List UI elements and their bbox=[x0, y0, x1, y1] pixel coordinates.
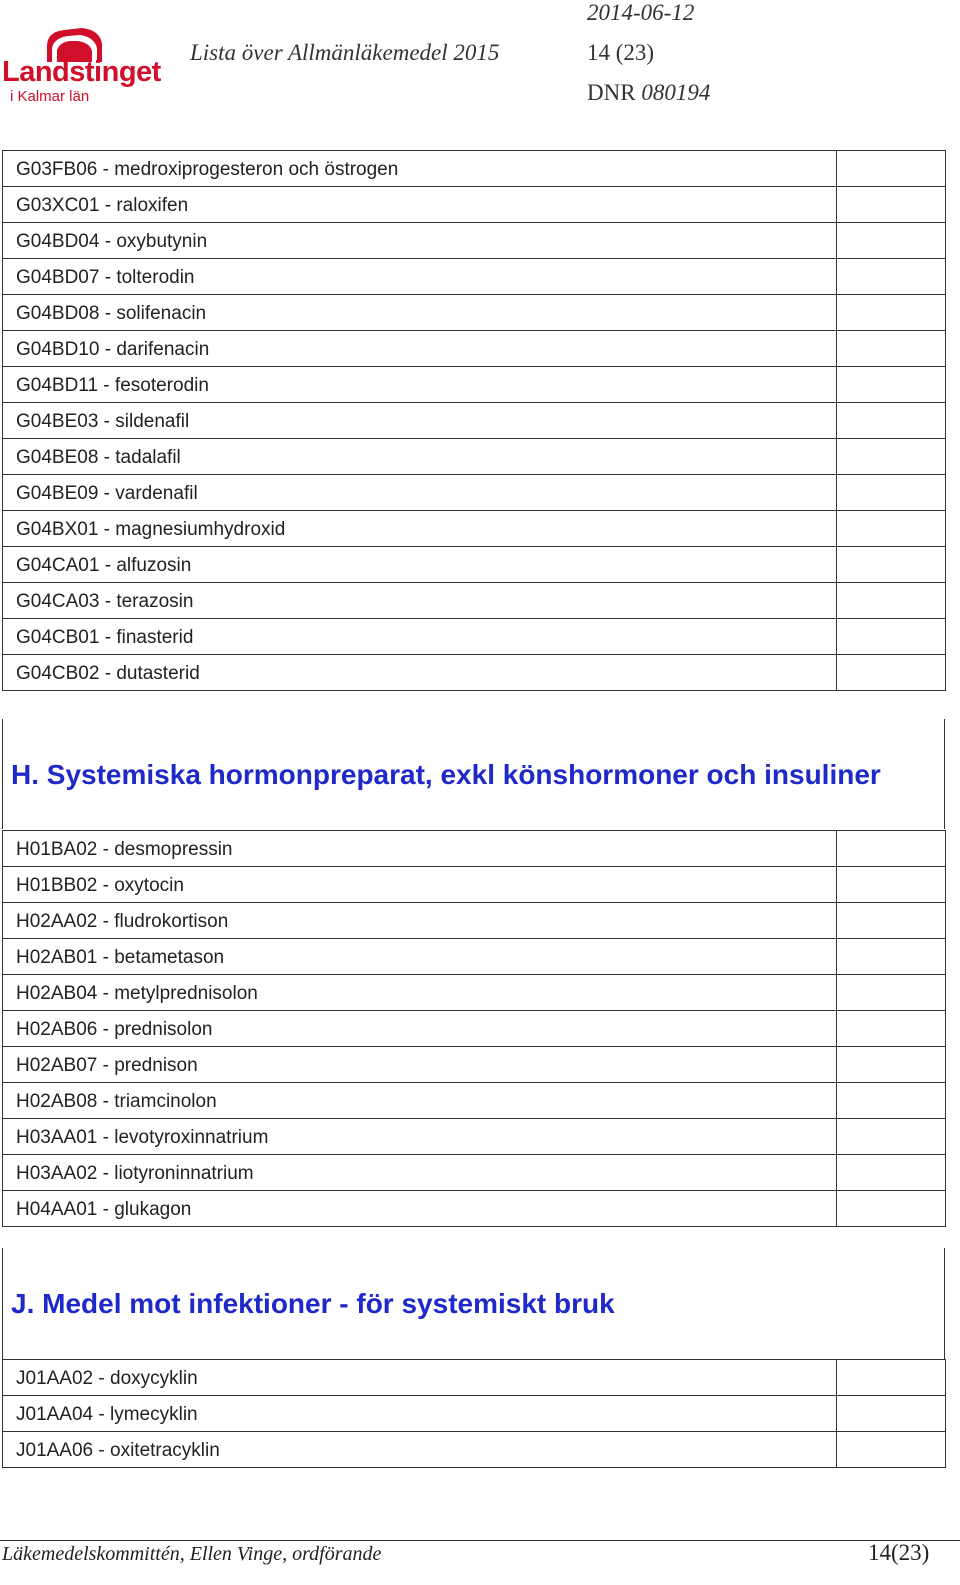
table-row bbox=[3, 831, 946, 867]
drug-name-cell: H03AA01 - levotyroxinnatrium bbox=[3, 1119, 837, 1155]
empty-cell bbox=[837, 619, 946, 655]
table-row bbox=[3, 367, 946, 403]
table-row bbox=[3, 547, 946, 583]
logo-subtext: i Kalmar län bbox=[10, 88, 90, 105]
drug-name-cell: G04BE08 - tadalafil bbox=[3, 439, 837, 475]
drug-name-cell: G04BD11 - fesoterodin bbox=[3, 367, 837, 403]
empty-cell bbox=[837, 583, 946, 619]
drug-name-cell: G04BE09 - vardenafil bbox=[3, 475, 837, 511]
table-row bbox=[3, 259, 946, 295]
drug-name-cell: G04BD04 - oxybutynin bbox=[3, 223, 837, 259]
empty-cell bbox=[837, 655, 946, 691]
empty-cell bbox=[837, 1360, 946, 1396]
section-h-title: H. Systemiska hormonpreparat, exkl könshormoner och insuliner bbox=[11, 759, 881, 790]
drug-name-cell: G03XC01 - raloxifen bbox=[3, 187, 837, 223]
table-row bbox=[3, 439, 946, 475]
drug-name-cell: G04CB01 - finasterid bbox=[3, 619, 837, 655]
table-row bbox=[3, 1047, 946, 1083]
empty-cell bbox=[837, 223, 946, 259]
table-row bbox=[3, 1083, 946, 1119]
table-row bbox=[3, 583, 946, 619]
table-row bbox=[3, 475, 946, 511]
table-row bbox=[3, 1360, 946, 1396]
drug-name-cell: G04BX01 - magnesiumhydroxid bbox=[3, 511, 837, 547]
table-g bbox=[2, 150, 946, 691]
empty-cell bbox=[837, 259, 946, 295]
table-row bbox=[3, 1155, 946, 1191]
table-row bbox=[3, 1119, 946, 1155]
drug-name-cell: G04BD10 - darifenacin bbox=[3, 331, 837, 367]
empty-cell bbox=[837, 367, 946, 403]
logo-text: Landstinget bbox=[2, 56, 161, 88]
header-date: 2014-06-12 bbox=[587, 0, 695, 25]
drug-name-cell: H02AB08 - triamcinolon bbox=[3, 1083, 837, 1119]
table-h bbox=[2, 830, 946, 1227]
drug-name-cell: H01BB02 - oxytocin bbox=[3, 867, 837, 903]
empty-cell bbox=[837, 831, 946, 867]
table-row bbox=[3, 867, 946, 903]
header-dnr bbox=[587, 80, 710, 106]
drug-name-cell: H01BA02 - desmopressin bbox=[3, 831, 837, 867]
empty-cell bbox=[837, 151, 946, 187]
empty-cell bbox=[837, 1047, 946, 1083]
empty-cell bbox=[837, 903, 946, 939]
empty-cell bbox=[837, 511, 946, 547]
table-row bbox=[3, 1432, 946, 1468]
section-j-title: J. Medel mot infektioner - för systemiskt bruk bbox=[11, 1288, 615, 1319]
table-j bbox=[2, 1359, 946, 1468]
table-row bbox=[3, 975, 946, 1011]
table-row bbox=[3, 1191, 946, 1227]
table-row bbox=[3, 295, 946, 331]
footer-page: 14(23) bbox=[868, 1540, 930, 1565]
empty-cell bbox=[837, 1396, 946, 1432]
footer-committee: Läkemedelskommittén, Ellen Vinge, ordförande bbox=[2, 1543, 382, 1565]
drug-name-cell: H02AB01 - betametason bbox=[3, 939, 837, 975]
drug-name-cell: H02AB06 - prednisolon bbox=[3, 1011, 837, 1047]
drug-name-cell: G04BD07 - tolterodin bbox=[3, 259, 837, 295]
empty-cell bbox=[837, 331, 946, 367]
table-row bbox=[3, 511, 946, 547]
dnr-number: 080194 bbox=[641, 80, 711, 105]
table-row bbox=[3, 187, 946, 223]
drug-name-cell: G04BD08 - solifenacin bbox=[3, 295, 837, 331]
dnr-label: DNR bbox=[587, 80, 636, 105]
drug-name-cell: H02AA02 - fludrokortison bbox=[3, 903, 837, 939]
table-row bbox=[3, 1396, 946, 1432]
empty-cell bbox=[837, 1191, 946, 1227]
drug-name-cell: G03FB06 - medroxiprogesteron och östrogen bbox=[3, 151, 837, 187]
empty-cell bbox=[837, 867, 946, 903]
footer-divider bbox=[0, 1540, 960, 1541]
drug-name-cell: G04BE03 - sildenafil bbox=[3, 403, 837, 439]
empty-cell bbox=[837, 1432, 946, 1468]
empty-cell bbox=[837, 1155, 946, 1191]
section-h-heading-box bbox=[2, 719, 945, 829]
empty-cell bbox=[837, 1011, 946, 1047]
table-row bbox=[3, 655, 946, 691]
empty-cell bbox=[837, 295, 946, 331]
table-row bbox=[3, 939, 946, 975]
empty-cell bbox=[837, 475, 946, 511]
table-row bbox=[3, 331, 946, 367]
empty-cell bbox=[837, 939, 946, 975]
drug-name-cell: H02AB04 - metylprednisolon bbox=[3, 975, 837, 1011]
empty-cell bbox=[837, 1119, 946, 1155]
header-page-number: 14 (23) bbox=[587, 40, 655, 65]
empty-cell bbox=[837, 187, 946, 223]
section-j-heading-box bbox=[2, 1248, 945, 1359]
drug-name-cell: G04CA03 - terazosin bbox=[3, 583, 837, 619]
empty-cell bbox=[837, 439, 946, 475]
empty-cell bbox=[837, 975, 946, 1011]
drug-name-cell: H03AA02 - liotyroninnatrium bbox=[3, 1155, 837, 1191]
drug-name-cell: G04CA01 - alfuzosin bbox=[3, 547, 837, 583]
table-row bbox=[3, 151, 946, 187]
table-row bbox=[3, 903, 946, 939]
drug-name-cell: J01AA02 - doxycyklin bbox=[3, 1360, 837, 1396]
header-title: Lista över Allmänläkemedel 2015 bbox=[190, 40, 500, 65]
drug-name-cell: G04CB02 - dutasterid bbox=[3, 655, 837, 691]
table-row bbox=[3, 223, 946, 259]
landstinget-logo bbox=[2, 26, 161, 106]
table-row bbox=[3, 403, 946, 439]
drug-name-cell: J01AA06 - oxitetracyklin bbox=[3, 1432, 837, 1468]
table-row bbox=[3, 619, 946, 655]
empty-cell bbox=[837, 403, 946, 439]
empty-cell bbox=[837, 1083, 946, 1119]
drug-name-cell: H02AB07 - prednison bbox=[3, 1047, 837, 1083]
drug-name-cell: H04AA01 - glukagon bbox=[3, 1191, 837, 1227]
table-row bbox=[3, 1011, 946, 1047]
drug-name-cell: J01AA04 - lymecyklin bbox=[3, 1396, 837, 1432]
empty-cell bbox=[837, 547, 946, 583]
